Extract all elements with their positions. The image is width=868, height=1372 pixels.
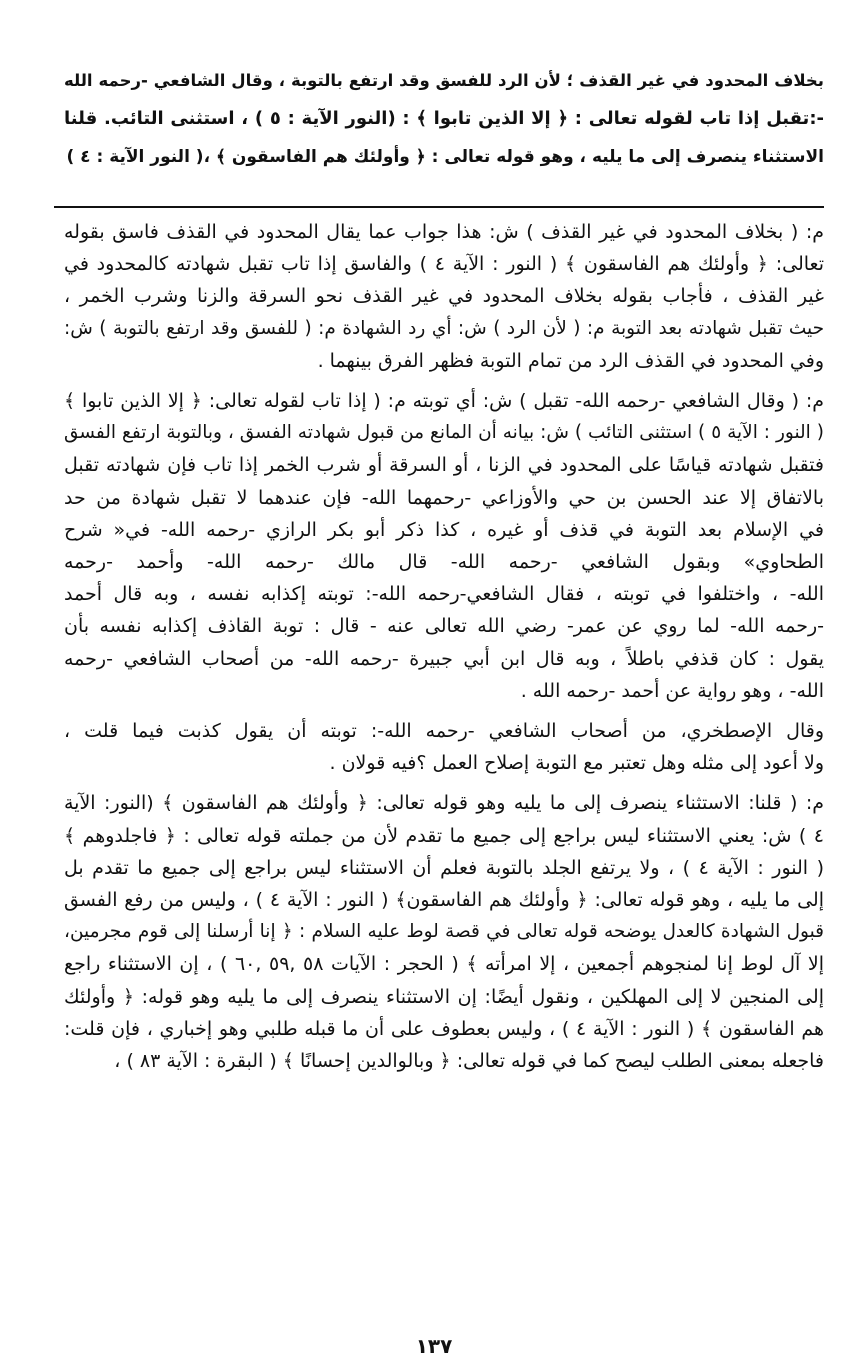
commentary-paragraph (64, 715, 824, 779)
commentary-line: وفي المحدود في القذف الرد من تمام التوبة فظهر الفرق بينهما . (317, 349, 824, 372)
commentary-line: إلى ما يليه ، وهو قوله تعالى: ﴿ وأولئك هم الفاسقون﴾ ( النور : الآية ٤ ) ، وليس من رفع الفسق (64, 889, 824, 912)
commentary-line: إلا آل لوط إنا لمنجوهم أجمعين ، إلا امرأته ﴾ ( الحجر : الآيات ٥٨ ,٥٩ ,٦٠ ) ، إن الاستثناء راجع (64, 953, 824, 976)
main-text (64, 62, 824, 176)
commentary-line: الطحاوي» وبقول الشافعي -رحمه الله- قال مالك -رحمه الله- وأحمد -رحمه (64, 551, 824, 574)
commentary-paragraph (64, 216, 824, 377)
commentary-line: بالاتفاق إلا عند الحسن بن حي والأوزاعي -رحمهما الله- فإن عندهما لا تقبل شهادة من حد (64, 486, 824, 509)
commentary-line: ٤ ) ش: يعني الاستثناء ليس براجع إلى جميع ما تقدم لأن من جملته قوله تعالى : ﴿ فاجلدوهم ﴾ (64, 824, 824, 847)
commentary-line: وقال الإصطخري، من أصحاب الشافعي -رحمه الله-: توبته أن يقول كذبت فيما قلت ، (64, 720, 824, 743)
commentary-line: م: ( وقال الشافعي -رحمه الله- تقبل ) ش: أي توبته م: ( إذا تاب لقوله تعالى: ﴿ إلا الذين تابوا ﴾ (64, 390, 824, 413)
commentary (64, 216, 824, 1077)
main-text-line: بخلاف المحدود في غير القذف ؛ لأن الرد للفسق وقد ارتفع بالتوبة ، وقال الشافعي -رحمه الله (64, 71, 824, 90)
commentary-line: ( النور : الآية ٤ ) ، ولا يرتفع الجلد بالتوبة فعلم أن الاستثناء ليس براجع إلى جميع ما تقدم بل (64, 856, 825, 879)
commentary-line: قبول الشهادة كالعدل يوضحه قوله تعالى في قصة لوط عليه السلام : ﴿ إنا أرسلنا إلى قوم مجرمين، (64, 921, 824, 943)
main-text-line: -:تقبل إذا تاب لقوله تعالى : ﴿ إلا الذين تابوا ﴾ : (النور الآية : ٥ ) ، استثنى التائب. قلنا (64, 108, 824, 129)
commentary-line: حيث تقبل شهادته بعد التوبة م: ( لأن الرد ) ش: أي رد الشهادة م: ( للفسق وقد ارتفع بالتوبة ) ش: (64, 317, 824, 339)
commentary-paragraph (64, 385, 824, 707)
commentary-line: ولا أعود إلى مثله وهل تعتبر مع التوبة إصلاح العمل ؟فيه قولان . (329, 752, 824, 775)
commentary-paragraph (64, 787, 824, 1077)
main-text-line: الاستثناء ينصرف إلى ما يليه ، وهو قوله تعالى : ﴿ وأولئك هم الفاسقون ﴾ ،( النور الآية : ٤ ) (66, 147, 824, 167)
commentary-line: -رحمه الله- لما روي عن عمر- رضي الله تعالى عنه - قال : توبة القاذف إكذابه نفسه بأن (64, 615, 824, 638)
commentary-line: يقول : كان قذفي باطلاً ، وبه قال ابن أبي جبيرة -رحمه الله- من أصحاب الشافعي -رحمه (64, 647, 824, 670)
commentary-line: فتقبل شهادته قياسًا على المحدود في الزنا ، أو السرقة أو شرب الخمر إذا تاب فإن شهادته تقبل (64, 454, 824, 477)
divider-rule (54, 206, 824, 208)
commentary-line: ( النور : الآية ٥ ) استثنى التائب ) ش: بيانه أن المانع من قبول شهادته الفسق ، وبالتوبة ارتفع الفسق (64, 422, 824, 444)
commentary-line: الله- ، وهو رواية عن أحمد -رحمه الله . (520, 679, 824, 702)
commentary-line: م: ( بخلاف المحدود في غير القذف ) ش: هذا جواب عما يقال المحدود في القذف فاسق بقوله (64, 221, 824, 243)
commentary-line: هم الفاسقون ﴾ ( النور : الآية ٤ ) ، وليس بعطوف على أن ما قبله طلبي وهو إخباري ، فإن قلت: (64, 1017, 825, 1040)
commentary-line: في الإسلام بعد التوبة في قذف أو غيره ، كذا ذكر أبو بكر الرازي -رحمه الله- في« شرح (64, 518, 824, 541)
commentary-line: إلى المنجين لا إلى المهلكين ، ونقول أيضًا: إن الاستثناء ينصرف إلى ما يليه وهو قوله: ﴿ وأولئك (64, 985, 824, 1008)
commentary-line: غير القذف ، فأجاب بقوله بخلاف المحدود في غير القذف نحو السرقة والزنا وشرب الخمر ، (64, 285, 824, 308)
commentary-line: م: ( قلنا: الاستثناء ينصرف إلى ما يليه وهو قوله تعالى: ﴿ وأولئك هم الفاسقون ﴾ (النور: الآية (64, 792, 824, 815)
page-number: ١٣٧ (415, 1334, 453, 1358)
commentary-line: فاجعله بمعنى الطلب ليصح كما في قوله تعالى: ﴿ وبالوالدين إحسانًا ﴾ ( البقرة : الآية ٨٣ ) ، (114, 1050, 824, 1073)
commentary-line: تعالى: ﴿ وأولئك هم الفاسقون ﴾ ( النور : الآية ٤ ) والفاسق إذا تاب تقبل شهادته كالمحدود في (64, 253, 824, 276)
commentary-line: الله- ، واختلفوا في توبته ، فقال الشافعي-رحمه الله-: توبته إكذابه نفسه ، وبه قال أحمد (64, 583, 824, 606)
